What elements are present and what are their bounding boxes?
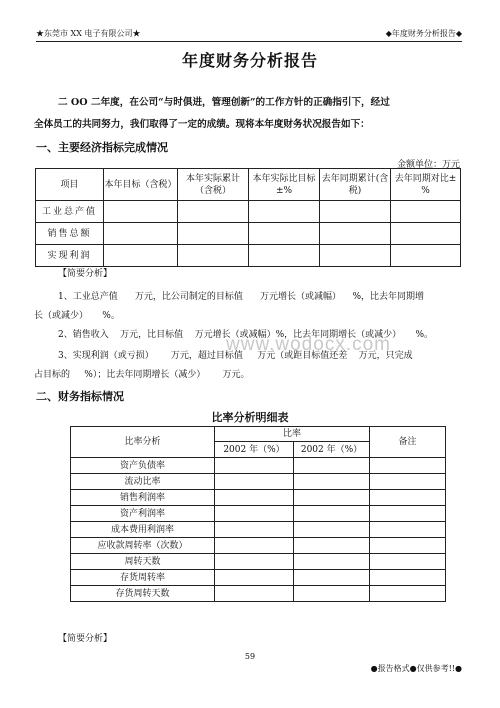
table-cell bbox=[215, 458, 294, 474]
row-label: 销售利润率 bbox=[71, 490, 215, 506]
table-cell bbox=[215, 506, 294, 522]
footer-note: ●报告格式●仅供参考!!● bbox=[370, 664, 462, 673]
section2-heading: 二、财务指标情况 bbox=[36, 390, 124, 403]
table-row bbox=[71, 586, 446, 602]
header-divider bbox=[36, 41, 462, 42]
row-label: 成本费用利润率 bbox=[71, 522, 215, 538]
analysis-label-1: 【简要分析】 bbox=[58, 269, 113, 279]
intro-line-2: 全体员工的共同努力，我们取得了一定的成绩。现将本年度财务状况报告如下： bbox=[34, 119, 370, 130]
col-header-remark: 备注 bbox=[370, 427, 446, 458]
unit-label: 金额单位：万元 bbox=[396, 160, 460, 170]
row-label: 应收款周转率（次数） bbox=[71, 538, 215, 554]
table-row bbox=[71, 506, 446, 522]
table-cell bbox=[294, 538, 370, 554]
table-cell bbox=[370, 570, 446, 586]
table-cell bbox=[294, 522, 370, 538]
section1-heading: 一、主要经济指标完成情况 bbox=[36, 141, 168, 154]
col-header-year-2: 2002 年（%） bbox=[294, 442, 370, 458]
table-row bbox=[71, 554, 446, 570]
row-label: 销售总额 bbox=[36, 223, 104, 245]
row-label: 存货周转率 bbox=[71, 570, 215, 586]
table-cell bbox=[215, 474, 294, 490]
table-cell bbox=[215, 522, 294, 538]
table-cell bbox=[294, 570, 370, 586]
table-cell bbox=[370, 538, 446, 554]
analysis-p3-line1: 3、实现利润（或亏损） 万元，超过目标值 万元（或距目标值还差 万元，只完成 bbox=[58, 351, 413, 361]
row-label: 存货周转天数 bbox=[71, 586, 215, 602]
table-cell bbox=[370, 458, 446, 474]
table-cell bbox=[391, 223, 461, 245]
table-cell bbox=[249, 245, 320, 267]
analysis-p2: 2、销售收入 万元，比目标值 万元增长（或减幅）%，比去年同期增长（或减少） %。 bbox=[58, 330, 434, 340]
col-header-item: 项目 bbox=[36, 169, 104, 201]
table-cell bbox=[178, 245, 249, 267]
page-number: 59 bbox=[244, 652, 256, 661]
table-row bbox=[36, 223, 461, 245]
table-row bbox=[36, 245, 461, 267]
indicator-table bbox=[35, 168, 461, 267]
table-cell bbox=[178, 201, 249, 223]
header-company: ★东莞市 XX 电子有限公司★ bbox=[36, 29, 141, 38]
table-cell bbox=[370, 522, 446, 538]
watermark: www.wodocx.com bbox=[226, 334, 391, 355]
analysis-label-2: 【简要分析】 bbox=[58, 634, 113, 644]
row-label: 周转天数 bbox=[71, 554, 215, 570]
analysis-p1-line1: 1、工业总产值 万元，比公司制定的目标值 万元增长（或减幅） %，比去年同期增 bbox=[58, 292, 425, 302]
table-cell bbox=[104, 245, 178, 267]
table-row bbox=[36, 201, 461, 223]
col-header-actual: 本年实际累计（含税） bbox=[178, 169, 249, 201]
table-cell bbox=[294, 586, 370, 602]
table-cell bbox=[320, 245, 391, 267]
col-header-vs-last-year: 去年同期对比±% bbox=[391, 169, 461, 201]
table-cell bbox=[215, 490, 294, 506]
row-label: 资产利润率 bbox=[71, 506, 215, 522]
table-cell bbox=[370, 490, 446, 506]
col-header-target: 本年目标（含税） bbox=[104, 169, 178, 201]
col-header-ratio-group: 比率 bbox=[215, 427, 370, 442]
table-cell bbox=[320, 201, 391, 223]
table-cell bbox=[294, 490, 370, 506]
table-cell bbox=[391, 201, 461, 223]
table-row bbox=[71, 458, 446, 474]
table-cell bbox=[294, 554, 370, 570]
row-label: 资产负债率 bbox=[71, 458, 215, 474]
indicator-table-header bbox=[36, 169, 461, 201]
table-cell bbox=[391, 245, 461, 267]
col-header-ratio: 比率分析 bbox=[71, 427, 215, 458]
page-title: 年度财务分析报告 bbox=[181, 51, 318, 70]
table-cell bbox=[104, 223, 178, 245]
row-label: 流动比率 bbox=[71, 474, 215, 490]
col-header-year-1: 2002 年（%） bbox=[215, 442, 294, 458]
table-cell bbox=[215, 586, 294, 602]
analysis-p3-line2: 占目标的 %）；比去年同期增长（减少） 万元。 bbox=[34, 370, 250, 380]
header-report-name: ◆年度财务分析报告◆ bbox=[385, 29, 462, 38]
table-cell bbox=[249, 223, 320, 245]
intro-line-1: 二 OO 二年度，在公司“与时俱进，管理创新”的工作方针的正确指引下，经过 bbox=[58, 97, 390, 108]
table-row bbox=[71, 538, 446, 554]
analysis-p1-line2: 长（或减少） %。 bbox=[34, 311, 120, 321]
table-cell bbox=[370, 506, 446, 522]
table-cell bbox=[294, 506, 370, 522]
table-row bbox=[71, 570, 446, 586]
table-row bbox=[71, 522, 446, 538]
table-cell bbox=[294, 458, 370, 474]
col-header-last-year: 去年同期累计(含税) bbox=[320, 169, 391, 201]
table-cell bbox=[370, 586, 446, 602]
table-cell bbox=[215, 554, 294, 570]
table-row bbox=[71, 474, 446, 490]
table-cell bbox=[249, 201, 320, 223]
table-cell bbox=[104, 201, 178, 223]
ratio-table-title: 比率分析明细表 bbox=[211, 411, 289, 424]
table-cell bbox=[178, 223, 249, 245]
table-cell bbox=[370, 554, 446, 570]
table-cell bbox=[294, 474, 370, 490]
table-cell bbox=[370, 474, 446, 490]
table-cell bbox=[320, 223, 391, 245]
col-header-vs-target: 本年实际比目标±% bbox=[249, 169, 320, 201]
table-cell bbox=[215, 538, 294, 554]
table-row bbox=[71, 490, 446, 506]
table-cell bbox=[215, 570, 294, 586]
row-label: 实现利润 bbox=[36, 245, 104, 267]
ratio-table bbox=[70, 426, 446, 602]
row-label: 工业总产值 bbox=[36, 201, 104, 223]
